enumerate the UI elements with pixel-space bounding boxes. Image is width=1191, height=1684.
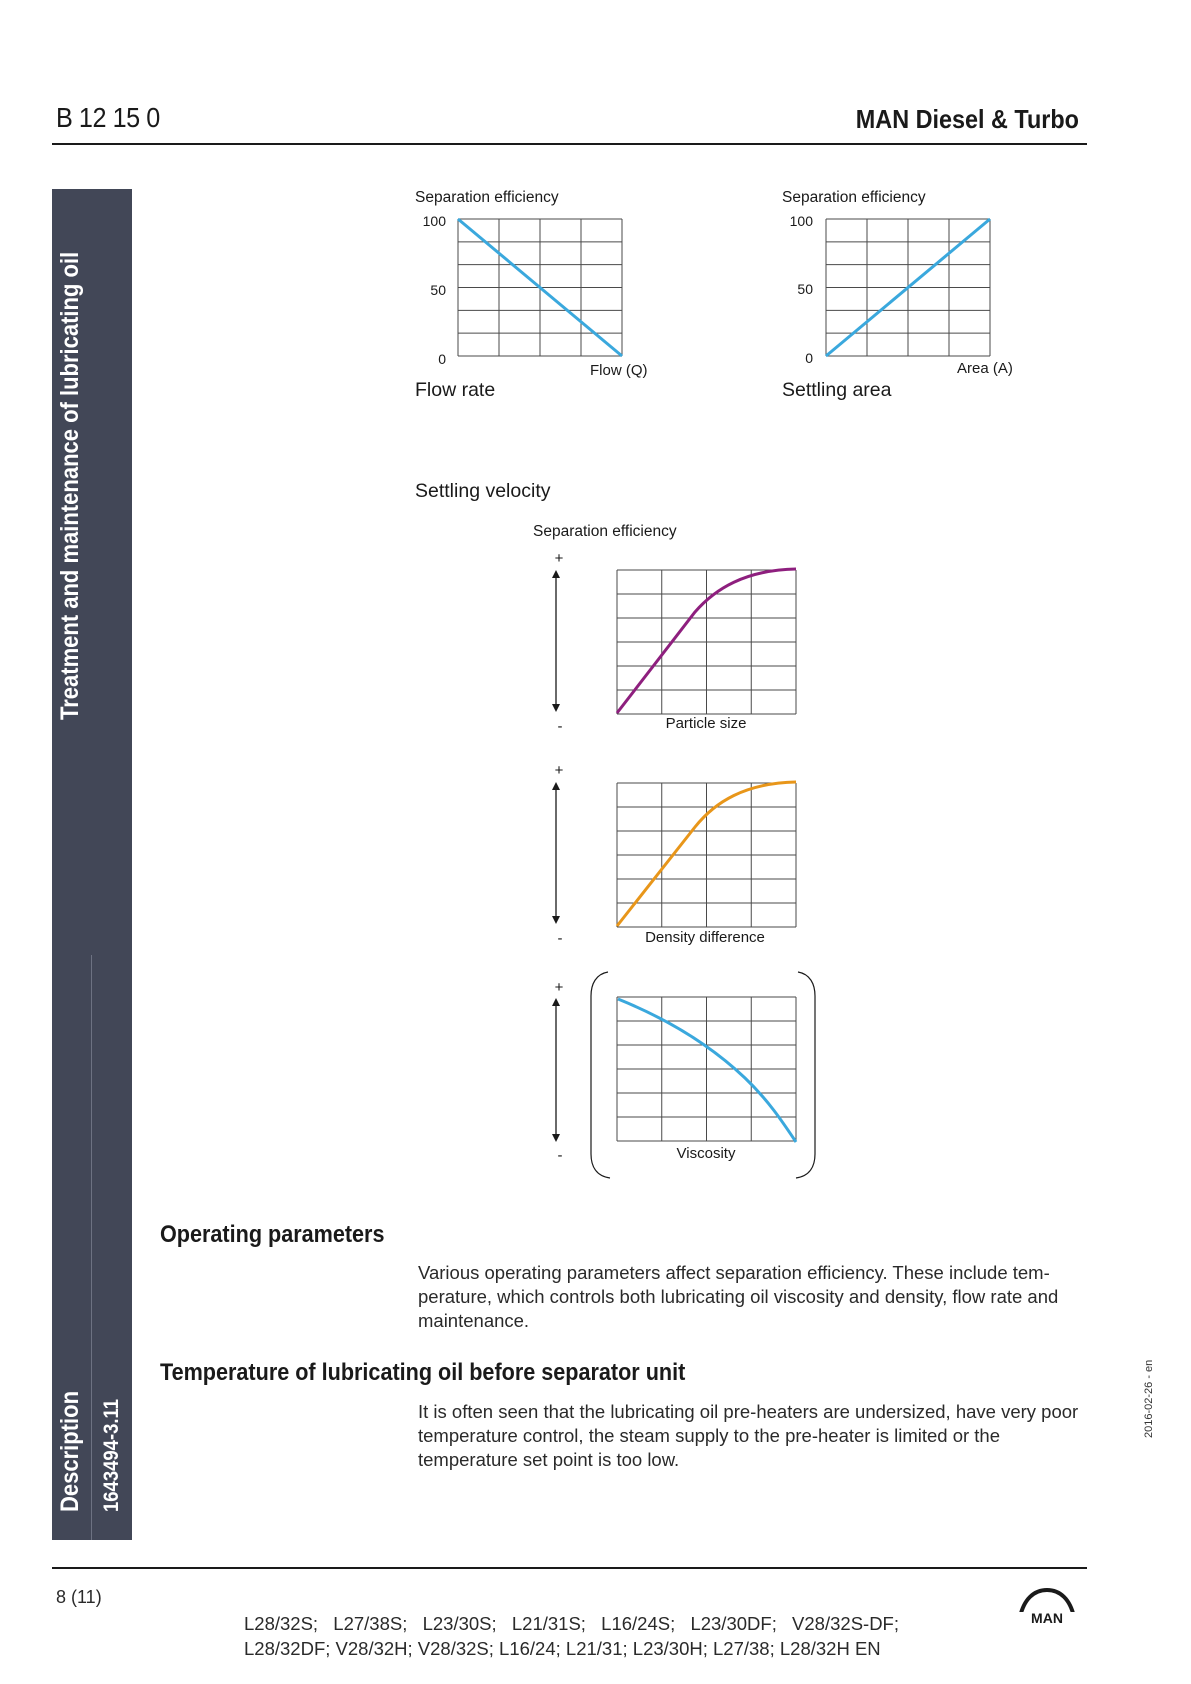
density-chart-grid bbox=[617, 783, 796, 927]
flow-chart-ylabel: Separation efficiency bbox=[415, 189, 559, 206]
flow-chart-xlabel: Flow (Q) bbox=[590, 362, 648, 379]
chart-viscosity bbox=[552, 972, 815, 1178]
area-ytick-100: 100 bbox=[789, 213, 813, 229]
particle-chart-grid bbox=[617, 570, 796, 714]
footer-rule bbox=[52, 1567, 1087, 1569]
man-logo bbox=[1016, 1587, 1078, 1625]
flow-ytick-100: 100 bbox=[422, 213, 446, 229]
area-chart-ylabel: Separation efficiency bbox=[782, 189, 926, 206]
flow-ytick-50: 50 bbox=[430, 282, 446, 298]
flow-ytick-0: 0 bbox=[438, 351, 446, 367]
density-minus: - bbox=[557, 930, 563, 947]
page-number: 8 (11) bbox=[56, 1587, 102, 1607]
date-stamp: 2016-02-26 - en bbox=[1143, 1359, 1155, 1438]
man-logo-icon bbox=[1016, 1587, 1078, 1625]
section-text-temperature: It is often seen that the lubricating oil pre-heaters are undersized, have very poor temperature control, the steam supply to the pre-heater is limited or the temperature set point is too low. bbox=[418, 1401, 1079, 1470]
chart-settling-area bbox=[782, 189, 1013, 401]
document-code: B 12 15 0 bbox=[56, 102, 160, 133]
area-ytick-0: 0 bbox=[805, 350, 813, 366]
particle-plus: + bbox=[554, 550, 564, 567]
viscosity-axis-arrow bbox=[552, 998, 560, 1142]
viscosity-chart-grid bbox=[617, 997, 796, 1141]
area-chart-caption: Settling area bbox=[782, 379, 892, 401]
chart-flow-rate bbox=[415, 189, 648, 401]
viscosity-minus: - bbox=[557, 1147, 563, 1164]
settling-velocity-caption: Settling velocity bbox=[415, 480, 551, 502]
particle-axis-arrow bbox=[552, 570, 560, 712]
section-title-temperature: Temperature of lubricating oil before separator unit bbox=[160, 1359, 686, 1386]
sidebar-title: Treatment and maintenance of lubricating oil bbox=[56, 251, 84, 720]
density-difference-label: Density difference bbox=[645, 929, 765, 946]
section-title-operating-parameters: Operating parameters bbox=[160, 1221, 385, 1248]
settling-velocity-ylabel: Separation efficiency bbox=[533, 523, 677, 540]
brand-name: MAN Diesel & Turbo bbox=[855, 104, 1079, 134]
man-logo-text: MAN bbox=[1031, 1610, 1063, 1625]
particle-minus: - bbox=[557, 718, 563, 735]
engine-models: L28/32S; L27/38S; L23/30S; L21/31S; L16/24S; L23/30DF; V28/32S-DF; L28/32DF; V28/32H; V28/32S; L16/24; L21/31; L23/30H; L27/38; L28/32H EN bbox=[244, 1613, 899, 1659]
chart-density-difference bbox=[552, 762, 796, 947]
viscosity-label: Viscosity bbox=[676, 1145, 736, 1162]
area-chart-xlabel: Area (A) bbox=[957, 360, 1013, 377]
sidebar-doc-id: 1643494-3.11 bbox=[100, 1398, 123, 1512]
section-text-operating-parameters: Various operating parameters affect separation efficiency. These include tem-perature, which controls both lubricating oil viscosity and density, flow rate and maintenance. bbox=[418, 1262, 1059, 1331]
density-axis-arrow bbox=[552, 782, 560, 924]
flow-chart-caption: Flow rate bbox=[415, 379, 496, 401]
area-ytick-50: 50 bbox=[797, 281, 813, 297]
chart-particle-size bbox=[552, 550, 796, 735]
particle-size-label: Particle size bbox=[665, 715, 747, 732]
viscosity-plus: + bbox=[554, 979, 564, 996]
density-plus: + bbox=[554, 762, 564, 779]
sidebar-section: Description bbox=[56, 1390, 84, 1512]
